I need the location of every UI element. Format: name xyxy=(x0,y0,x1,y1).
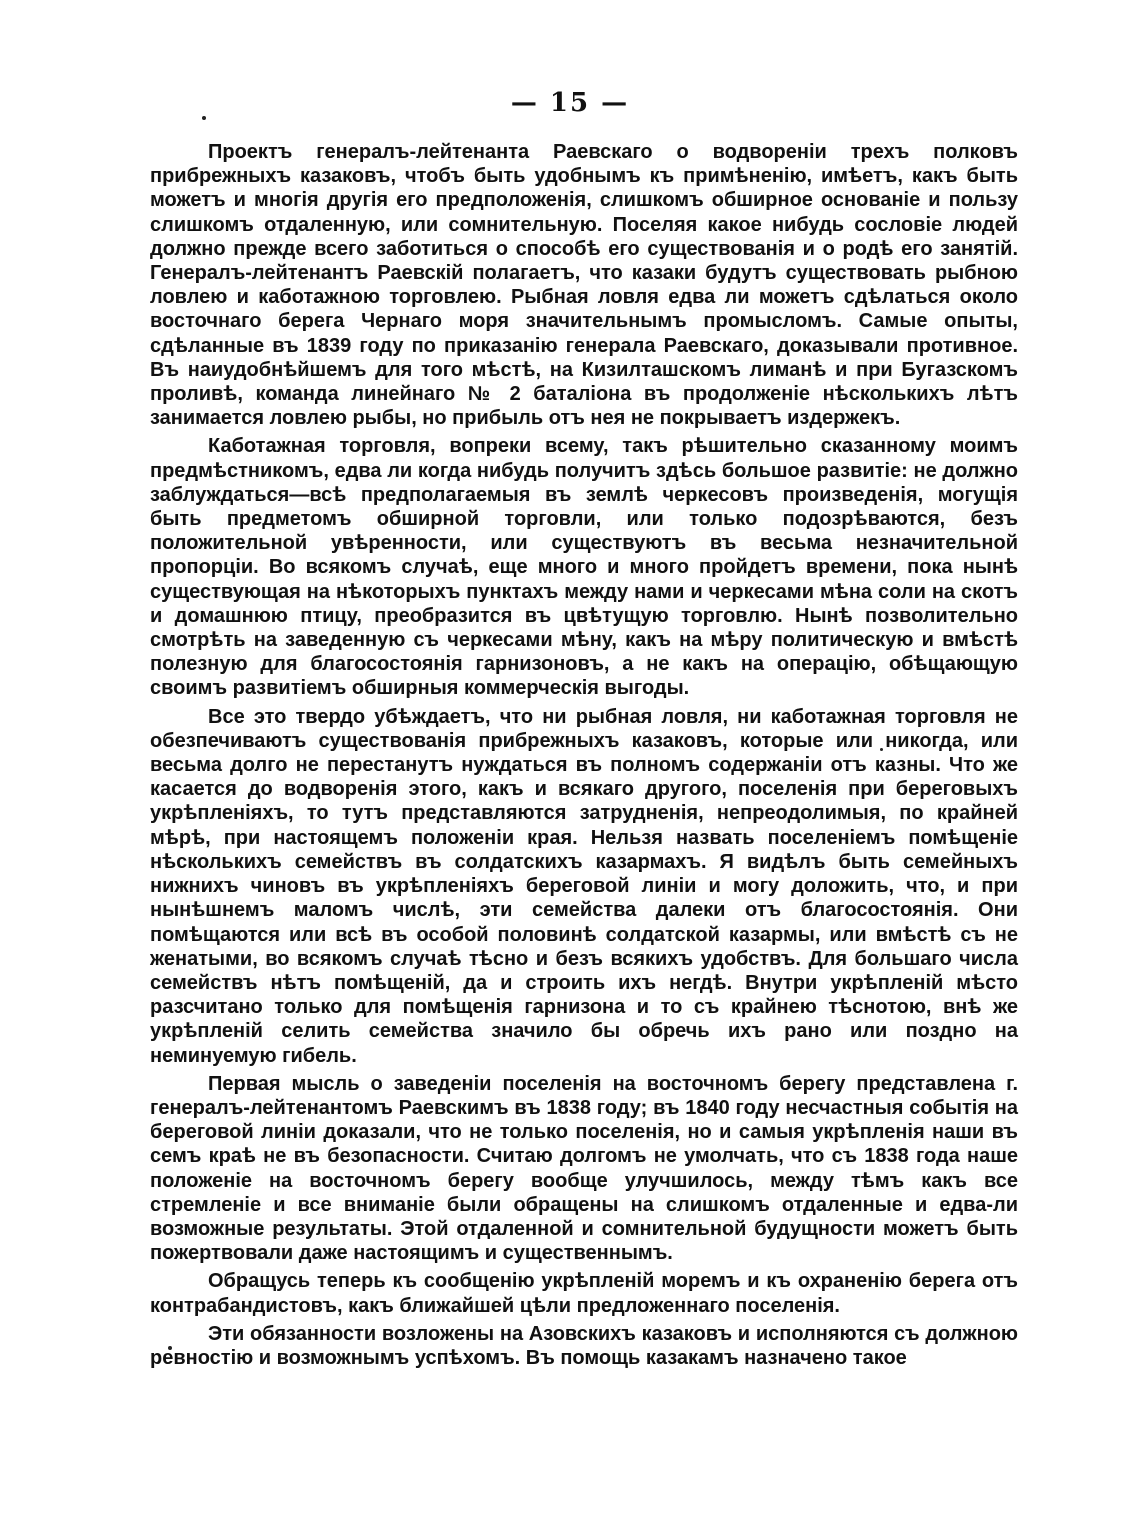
paragraph: Обращусь теперь къ сообщенію укрѣпленій моремъ и къ охраненію берега отъ контрабандистовъ, какъ ближайшей цѣли предложеннаго поселенія. xyxy=(150,1270,1018,1317)
paragraph: Проектъ генералъ-лейтенанта Раевскаго о водвореніи трехъ полковъ прибрежныхъ казаковъ, чтобъ быть удобнымъ къ примѣненію, имѣетъ, какъ быть можетъ и многія другія его предположенія, слишкомъ обширное основаніе и пользу слишкомъ отдаленную, или сомнительную. Поселяя какое нибудь сословіе людей должно прежде всего заботиться о способѣ его существованія и о родѣ его занятій. Генералъ-лейтенантъ Раевскій полагаетъ, что казаки будутъ существовать рыбною ловлею и каботажною торговлею. Рыбная ловля едва ли можетъ сдѣлаться около восточнаго берега Чернаго моря значительнымъ промысломъ. Самые опыты, сдѣланные въ 1839 году по приказанію генерала Раевскаго, доказывали противное. Въ наиудобнѣйшемъ для того мѣстѣ, на Кизилташскомъ лиманѣ и при Бугазскомъ проливѣ, команда линейнаго № 2 баталіона въ продолженіе нѣсколькихъ лѣтъ занимается ловлею рыбы, но прибыль отъ нея не покрываетъ издержекъ. xyxy=(150,141,1018,430)
body-text xyxy=(150,140,1018,1370)
print-speck xyxy=(202,116,206,120)
paragraph: Первая мысль о заведеніи поселенія на восточномъ берегу представлена г. генералъ-лейтенантомъ Раевскимъ въ 1838 году; въ 1840 году несчастныя событія на береговой линіи доказали, что не только поселенія, но и самыя укрѣпленія наши въ семъ краѣ не въ безопасности. Считаю долгомъ не умолчать, что съ 1838 года наше положеніе на восточномъ берегу вообще улучшилось, между тѣмъ какъ все стремленіе и все вниманіе были обращены на слишкомъ отдаленные и едва-ли возможные результаты. Этой отдаленной и сомнительной будущности можетъ быть пожертвовали даже настоящимъ и существеннымъ. xyxy=(150,1072,1018,1265)
paragraph: Эти обязанности возложены на Азовскихъ казаковъ и исполняются съ должною ревностію и возможнымъ успѣхомъ. Въ помощь казакамъ назначено такое xyxy=(150,1322,1018,1369)
page-number: — 15 — xyxy=(510,88,630,118)
paragraph: Все это твердо убѣждаетъ, что ни рыбная ловля, ни каботажная торговля не обезпечиваютъ существованія прибрежныхъ казаковъ, которые или никогда, или весьма долго не перестанутъ нуждаться въ полномъ содержаніи отъ казны. Что же касается до водворенія этого, какъ и всякаго другого, поселенія при береговыхъ укрѣпленіяхъ, то тутъ представляются затрудненія, непреодолимыя, по крайней мѣрѣ, при настоящемъ положеніи края. Нельзя назвать поселеніемъ помѣщеніе нѣсколькихъ семействъ въ солдатскихъ казармахъ. Я видѣлъ быть семейныхъ нижнихъ чиновъ въ укрѣпленіяхъ береговой линіи и могу доложить, что, и при нынѣшнемъ маломъ числѣ, эти семейства далеки отъ благосостоянія. Они помѣщаются или всѣ въ особой половинѣ солдатской казармы, или вмѣстѣ съ не женатыми, во всякомъ случаѣ тѣсно и безъ всякихъ удобствъ. Для большаго числа семействъ нѣтъ помѣщеній, да и строить ихъ негдѣ. Внутри укрѣпленій мѣсто разсчитано только для помѣщенія гарнизона и то съ крайнею тѣснотою, внѣ же укрѣпленій селить семейства значило бы обречь ихъ рано или поздно на неминуемую гибель. xyxy=(150,705,1018,1067)
paragraph: Каботажная торговля, вопреки всему, такъ рѣшительно сказанному моимъ предмѣстникомъ, едва ли когда нибудь получитъ здѣсь большое развитіе: не должно заблуждаться—всѣ предполагаемыя въ землѣ черкесовъ произведенія, могущія быть предметомъ обширной торговли, или только подозрѣваются, безъ положительной увѣренности, или существуютъ въ весьма незначительной пропорціи. Во всякомъ случаѣ, еще много и много пройдетъ времени, пока нынѣ существующая на нѣкоторыхъ пунктахъ между нами и черкесами мѣна соли на скотъ и домашнюю птицу, преобразится въ цвѣтущую торговлю. Нынѣ позволительно смотрѣть на заведенную съ черкесами мѣну, какъ на мѣру политическую и вмѣстѣ полезную для благосостоянія гарнизоновъ, а не какъ на операцію, обѣщающую своимъ развитіемъ обширныя коммерческія выгоды. xyxy=(150,435,1018,700)
